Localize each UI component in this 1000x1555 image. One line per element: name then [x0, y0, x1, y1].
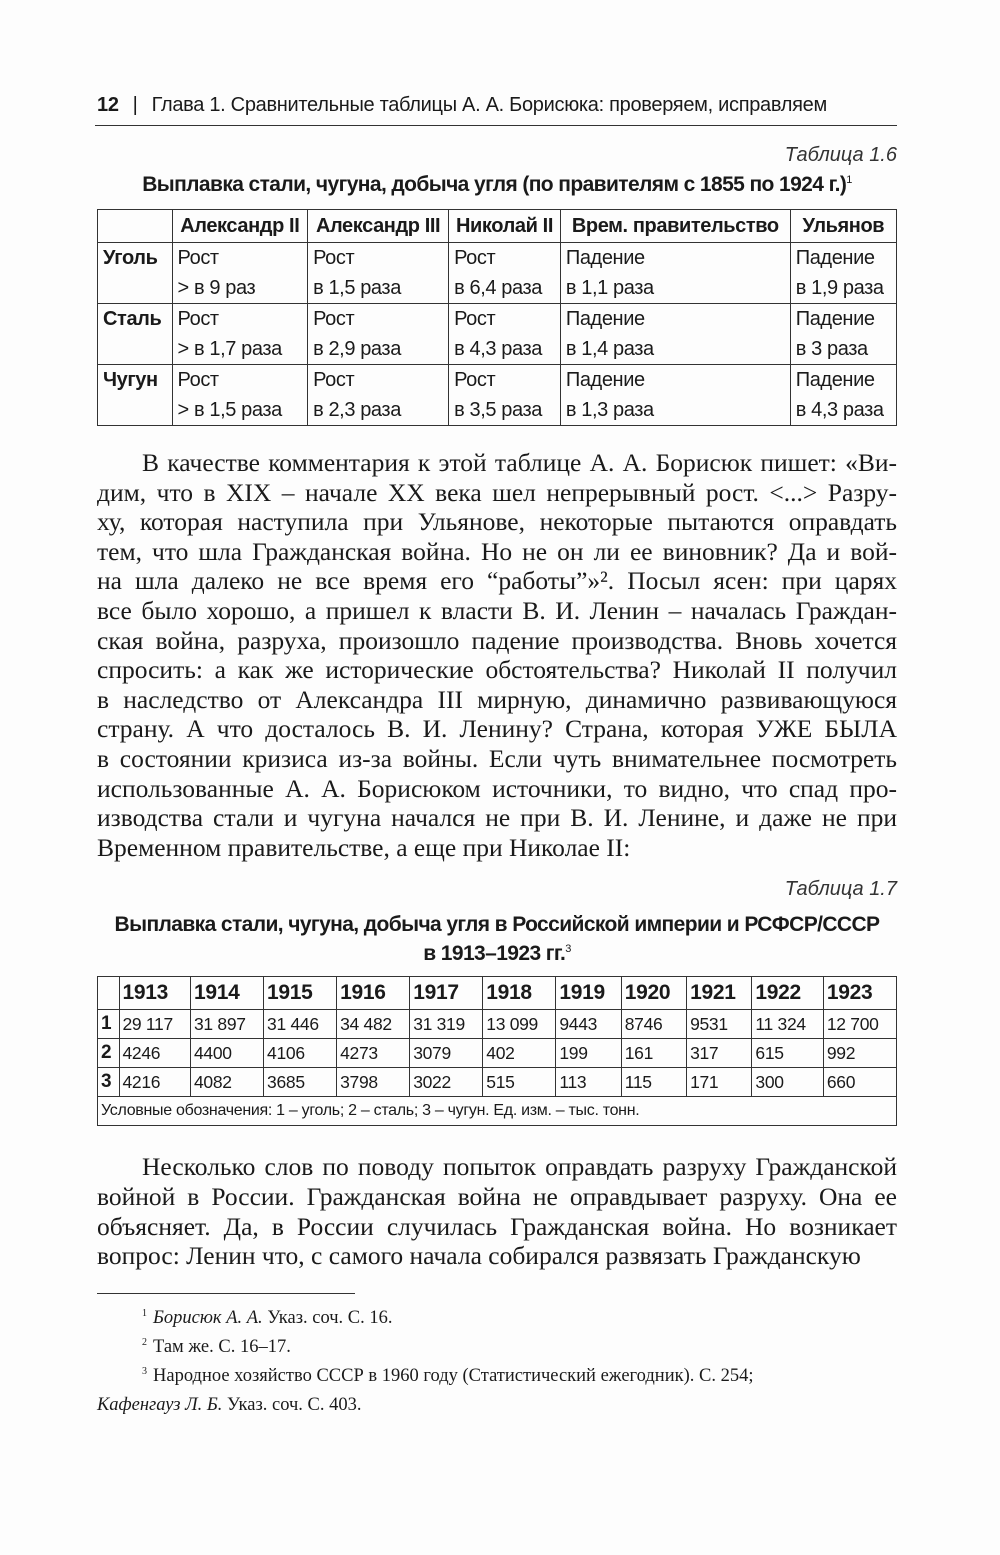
- page-number: 12: [97, 94, 119, 116]
- row-header: Уголь: [98, 243, 173, 304]
- text-line: Временном правительстве, а еще при Николае II:: [97, 832, 631, 862]
- cell-line: в 4,3 раза: [454, 338, 542, 360]
- year-header: 1921: [687, 977, 752, 1010]
- cell-line: Рост: [313, 247, 355, 269]
- table-cell: [308, 304, 449, 365]
- text-line: использованные А. А. Борисюком источники, то видно, что спад про-: [97, 773, 897, 803]
- footnote-text: Народное хозяйство СССР в 1960 году (Статистический ежегодник). С. 254;: [153, 1365, 754, 1386]
- text-line: все было хорошо, а пришел к власти В. И. Ленин – началась Граждан-: [97, 595, 897, 625]
- table-cell: 29 117: [119, 1010, 190, 1039]
- cell-line: Рост: [454, 308, 496, 330]
- footnote-number: 1: [142, 1307, 147, 1319]
- year-header: 1917: [410, 977, 483, 1010]
- table-cell: 615: [752, 1039, 823, 1068]
- cell-line: Рост: [454, 247, 496, 269]
- table-cell: 300: [752, 1068, 823, 1097]
- cell-line: Рост: [454, 369, 496, 391]
- table-cell: [790, 365, 896, 426]
- year-header: 1919: [556, 977, 621, 1010]
- table-cell: 992: [823, 1039, 896, 1068]
- table-cell: 11 324: [752, 1010, 823, 1039]
- table-cell: 31 319: [410, 1010, 483, 1039]
- cell-line: Рост: [177, 247, 219, 269]
- table-cell: 4106: [264, 1039, 337, 1068]
- cell-line: в 1,9 раза: [795, 277, 884, 299]
- cell-line: > в 1,5 раза: [177, 399, 282, 421]
- footnote: [97, 1333, 897, 1362]
- text-line: ху, которая наступила при Ульянове, некоторые пытаются оправдать: [97, 507, 897, 537]
- table-cell: 199: [556, 1039, 621, 1068]
- cell-line: в 4,3 раза: [795, 399, 884, 421]
- row-header: 2: [98, 1039, 120, 1068]
- footnote: [97, 1391, 897, 1420]
- table-header-row: [98, 977, 897, 1010]
- cell-line: в 6,4 раза: [454, 277, 542, 299]
- cell-line: Рост: [177, 369, 219, 391]
- cell-line: Рост: [177, 308, 219, 330]
- table-cell: 3022: [410, 1068, 483, 1097]
- footnote-ref: 3: [565, 943, 571, 956]
- table-cell: [560, 243, 790, 304]
- table-legend: Условные обозначения: 1 – уголь; 2 – сталь; 3 – чугун. Ед. изм. – тыс. тонн.: [98, 1097, 897, 1126]
- cell-line: Рост: [313, 308, 355, 330]
- footnote-ref: 1: [846, 174, 852, 186]
- cell-line: > в 1,7 раза: [177, 338, 282, 360]
- column-header: Врем. правительство: [560, 210, 790, 243]
- row-header: Чугун: [98, 365, 173, 426]
- year-header: 1915: [264, 977, 337, 1010]
- text-line: ская война, разруха, произошло падение производства. Вновь хочется: [97, 625, 897, 655]
- table-cell: 31 897: [190, 1010, 263, 1039]
- table-1-7-label: Таблица 1.7: [784, 878, 897, 901]
- table-cell: 8746: [621, 1010, 686, 1039]
- header-separator: |: [132, 94, 138, 116]
- running-header: [97, 92, 897, 118]
- table-row: [98, 1068, 897, 1097]
- row-header: Сталь: [98, 304, 173, 365]
- table-cell: 9443: [556, 1010, 621, 1039]
- table-cell: 115: [621, 1068, 686, 1097]
- footnote-number: 3: [142, 1365, 147, 1377]
- cell-line: Падение: [565, 247, 645, 269]
- table-cell: [790, 243, 896, 304]
- table-title-text: Выплавка стали, чугуна, добыча угля (по правителям с 1855 по 1924 г.): [142, 173, 847, 196]
- text-line: спросить: а как же исторические обстоятельства? Николай II получил: [97, 655, 897, 685]
- table-row: [98, 304, 897, 365]
- table-cell: [308, 365, 449, 426]
- corner-cell: [98, 977, 120, 1010]
- table-cell: 515: [483, 1068, 556, 1097]
- text-line: Несколько слов по поводу попыток оправдать разруху Гражданской: [142, 1152, 897, 1182]
- table-cell: [172, 304, 308, 365]
- column-header: [98, 210, 173, 243]
- footnote-author: Борисюк А. А.: [153, 1307, 263, 1328]
- year-header: 1918: [483, 977, 556, 1010]
- table-cell: 12 700: [823, 1010, 896, 1039]
- year-header: 1920: [621, 977, 686, 1010]
- table-cell: 31 446: [264, 1010, 337, 1039]
- cell-line: > в 9 раз: [177, 277, 256, 299]
- table-cell: 4082: [190, 1068, 263, 1097]
- footnote-rule: [97, 1293, 355, 1294]
- footnote-text: Там же. С. 16–17.: [153, 1336, 291, 1357]
- text-line: в наследство от Александра III мирную, динамично развивающуюся: [97, 684, 897, 714]
- year-header: 1923: [823, 977, 896, 1010]
- column-header: Николай II: [449, 210, 561, 243]
- table-cell: [560, 365, 790, 426]
- table-cell: 13 099: [483, 1010, 556, 1039]
- body-paragraph-2: [97, 1152, 897, 1270]
- table-cell: [172, 365, 308, 426]
- year-header: 1913: [119, 977, 190, 1010]
- row-header: 1: [98, 1010, 120, 1039]
- footnote-author: Кафенгауз Л. Б.: [97, 1394, 223, 1415]
- table-cell: 317: [687, 1039, 752, 1068]
- footnote: [97, 1362, 897, 1391]
- table-cell: 660: [823, 1068, 896, 1097]
- table-cell: 34 482: [337, 1010, 410, 1039]
- table-cell: [560, 304, 790, 365]
- column-header: Александр II: [172, 210, 308, 243]
- cell-line: в 2,9 раза: [313, 338, 401, 360]
- cell-line: Падение: [795, 369, 875, 391]
- table-cell: 113: [556, 1068, 621, 1097]
- cell-line: Падение: [795, 308, 875, 330]
- table-1-7-title: [97, 910, 897, 968]
- table-1-6: [97, 209, 897, 426]
- footnote-number: 2: [142, 1336, 147, 1348]
- year-header: 1914: [190, 977, 263, 1010]
- table-cell: 4216: [119, 1068, 190, 1097]
- cell-line: Рост: [313, 369, 355, 391]
- running-title: Глава 1. Сравнительные таблицы А. А. Борисюка: проверяем, исправляем: [151, 94, 827, 116]
- table-row: [98, 1010, 897, 1039]
- cell-line: в 2,3 раза: [313, 399, 401, 421]
- year-header: 1922: [752, 977, 823, 1010]
- table-cell: 171: [687, 1068, 752, 1097]
- text-line: вопрос: Ленин что, с самого начала собирался развязать Гражданскую: [97, 1241, 861, 1271]
- text-line: объясняет. Да, в России случилась Гражданская война. Но возникает: [97, 1211, 897, 1241]
- table-cell: [790, 304, 896, 365]
- column-header: Ульянов: [790, 210, 896, 243]
- cell-line: в 3,5 раза: [454, 399, 542, 421]
- column-header: Александр III: [308, 210, 449, 243]
- table-cell: 402: [483, 1039, 556, 1068]
- table-cell: 3685: [264, 1068, 337, 1097]
- table-cell: 3079: [410, 1039, 483, 1068]
- table-cell: [449, 243, 561, 304]
- footnote-text: Указ. соч. С. 403.: [222, 1394, 362, 1415]
- cell-line: Падение: [795, 247, 875, 269]
- footnote: [97, 1304, 897, 1333]
- table-title-line-1: Выплавка стали, чугуна, добыча угля в Российской империи и РСФСР/СССР: [114, 913, 880, 937]
- table-cell: [449, 365, 561, 426]
- text-line: В качестве комментария к этой таблице А. А. Борисюк пишет: «Ви-: [142, 448, 897, 477]
- table-cell: 161: [621, 1039, 686, 1068]
- cell-line: в 1,5 раза: [313, 277, 401, 299]
- footnotes: [97, 1304, 897, 1420]
- table-header-row: [98, 210, 897, 243]
- body-paragraph-1: [97, 448, 897, 862]
- table-cell: [308, 243, 449, 304]
- text-line: тем, что шла Гражданская война. Но не он ли ее виновник? Да и вой-: [97, 536, 897, 566]
- text-line: на шла далеко не все время его “работы”»². Посыл ясен: при царях: [97, 566, 897, 596]
- table-row: [98, 1039, 897, 1068]
- table-1-6-title: [97, 170, 897, 199]
- header-rule: [95, 125, 897, 126]
- table-cell: 4273: [337, 1039, 410, 1068]
- table-cell: [449, 304, 561, 365]
- table-1-6-label: Таблица 1.6: [784, 144, 897, 166]
- cell-line: Падение: [565, 308, 645, 330]
- legend-row: [98, 1097, 897, 1126]
- table-cell: 4400: [190, 1039, 263, 1068]
- year-header: 1916: [337, 977, 410, 1010]
- table-row: [98, 365, 897, 426]
- text-line: в состоянии кризиса из-за войны. Если чуть внимательнее посмотреть: [97, 743, 897, 773]
- table-cell: 4246: [119, 1039, 190, 1068]
- cell-line: в 1,4 раза: [565, 338, 654, 360]
- table-title-line-2: в 1913–1923 гг.: [423, 942, 566, 966]
- text-line: изводства стали и чугуна начался не при В. И. Ленине, и даже не при: [97, 803, 897, 833]
- text-line: дим, что в XIX – начале XX века шел непрерывный рост. <...> Разру-: [97, 477, 897, 507]
- cell-line: в 1,1 раза: [565, 277, 654, 299]
- row-header: 3: [98, 1068, 120, 1097]
- text-line: войной в России. Гражданская война не оправдывает разруху. Она ее: [97, 1181, 897, 1211]
- table-cell: [172, 243, 308, 304]
- table-cell: 3798: [337, 1068, 410, 1097]
- text-line: страну. А что досталось В. И. Ленину? Страна, которая УЖЕ БЫЛА: [97, 714, 897, 744]
- cell-line: Падение: [565, 369, 645, 391]
- cell-line: в 3 раза: [795, 338, 868, 360]
- cell-line: в 1,3 раза: [565, 399, 654, 421]
- table-cell: 9531: [687, 1010, 752, 1039]
- table-row: [98, 243, 897, 304]
- table-1-7: [97, 976, 897, 1126]
- footnote-text: Указ. соч. С. 16.: [262, 1307, 393, 1328]
